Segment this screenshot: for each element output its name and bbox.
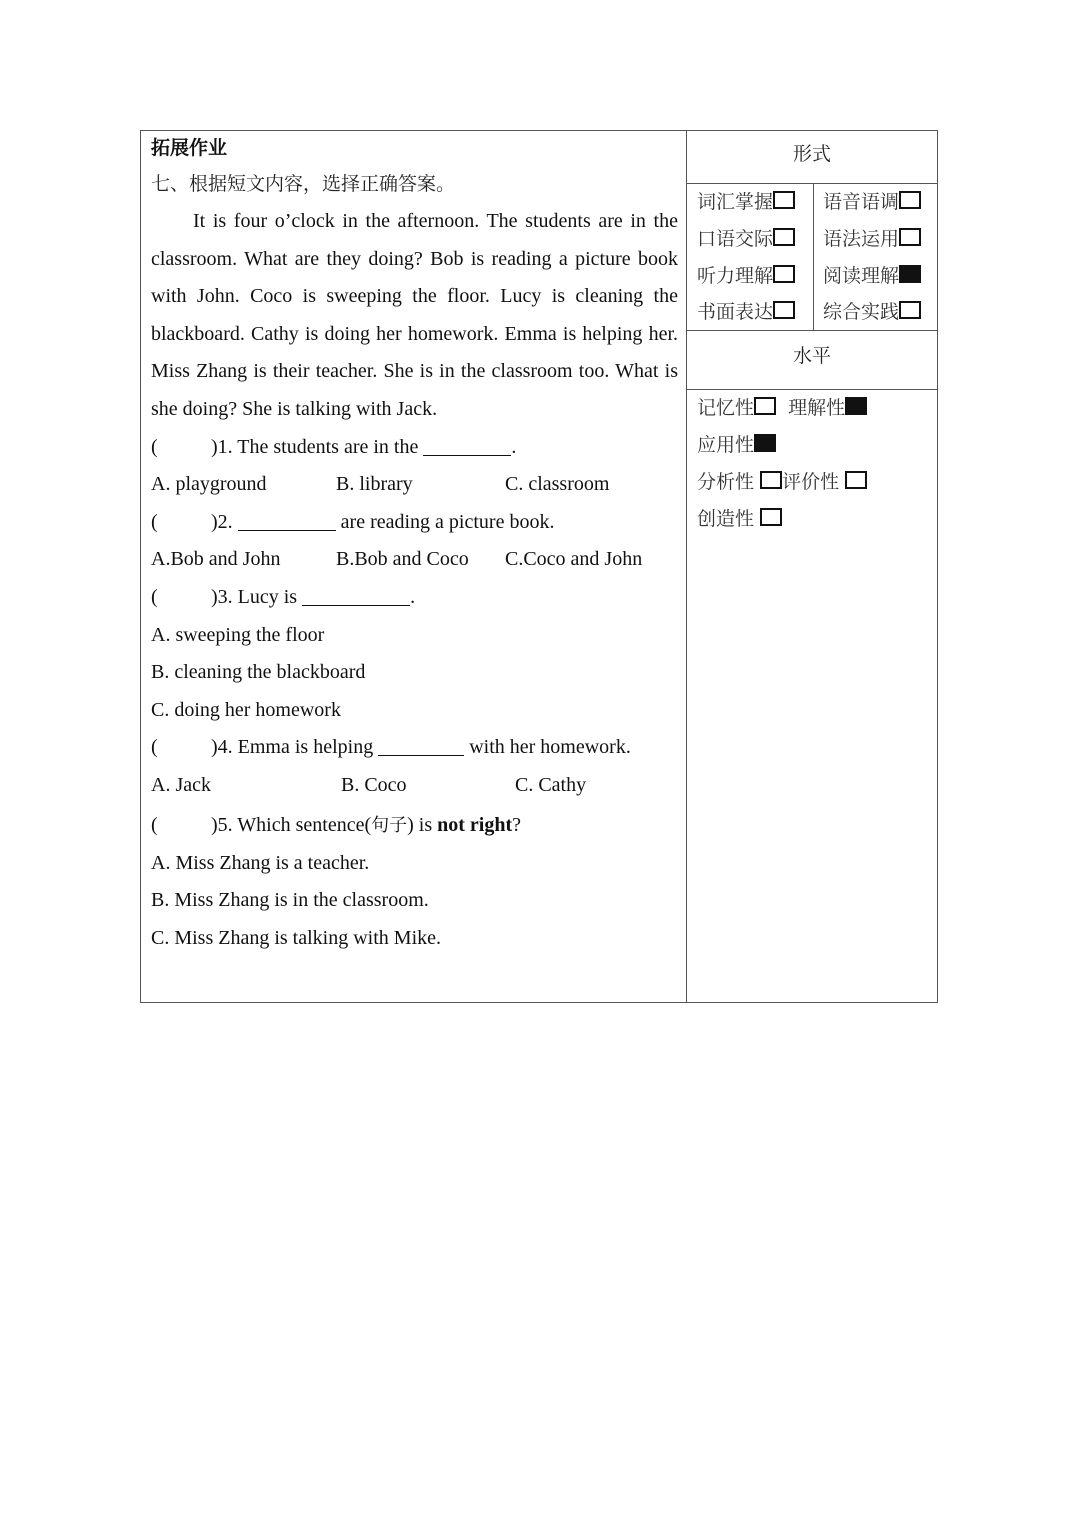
answer-blank[interactable]	[238, 508, 336, 531]
worksheet-table	[140, 130, 938, 1003]
classification-column	[687, 131, 937, 1002]
question-2-options	[151, 541, 678, 579]
level-header: 水平	[687, 331, 937, 390]
instruction: 七、根据短文内容，选择正确答案。	[151, 173, 456, 195]
question-2: ( )2. are reading a picture book.	[151, 504, 678, 542]
checkbox-icon[interactable]	[899, 191, 921, 209]
answer-paren[interactable]: (	[151, 435, 158, 458]
form-item[interactable]: 语音语调	[823, 184, 921, 221]
form-item[interactable]: 书面表达	[697, 294, 795, 331]
question-1: ( )1. The students are in the .	[151, 429, 678, 467]
answer-paren[interactable]: (	[151, 510, 158, 533]
option[interactable]: A.Bob and John	[151, 548, 281, 571]
option[interactable]: B.Bob and Coco	[336, 548, 469, 571]
option[interactable]: C. doing her homework	[151, 698, 341, 721]
checkbox-checked-icon[interactable]	[754, 434, 776, 452]
checkbox-icon[interactable]	[773, 191, 795, 209]
answer-paren[interactable]: (	[151, 736, 158, 759]
option[interactable]: A. Miss Zhang is a teacher.	[151, 851, 370, 874]
checkbox-icon[interactable]	[760, 508, 782, 526]
level-row: 创造性	[697, 501, 782, 538]
checkbox-icon[interactable]	[773, 301, 795, 319]
answer-paren[interactable]: (	[151, 813, 158, 836]
answer-blank[interactable]	[423, 433, 511, 456]
form-item[interactable]: 听力理解	[697, 258, 795, 295]
section-title: 拓展作业	[151, 137, 228, 159]
exercise-column	[141, 131, 687, 1002]
checkbox-icon[interactable]	[773, 228, 795, 246]
option[interactable]: B. Miss Zhang is in the classroom.	[151, 889, 429, 912]
form-item[interactable]: 语法运用	[823, 221, 921, 258]
question-5: ( )5. Which sentence(句子) is not right?	[151, 805, 678, 845]
option[interactable]: C. Miss Zhang is talking with Mike.	[151, 926, 441, 949]
answer-blank[interactable]	[302, 583, 410, 606]
question-1-options	[151, 466, 678, 504]
option[interactable]: A. sweeping the floor	[151, 623, 325, 646]
option[interactable]: C. classroom	[505, 473, 610, 496]
option[interactable]: A. playground	[151, 473, 267, 496]
checkbox-icon[interactable]	[899, 301, 921, 319]
checkbox-icon[interactable]	[760, 471, 782, 489]
reading-passage: It is four o’clock in the afternoon. The students are in the classroom. What are they doing? Bob is reading a picture book with John. Coco is sweeping the floor. Lucy is cleaning the blackboard. Cathy is doing her homework. Emma is helping her. Miss Zhang is their teacher. She is in the classroom too. What is she doing? She is talking with Jack.	[151, 210, 678, 420]
checkbox-checked-icon[interactable]	[899, 265, 921, 283]
level-row: 应用性	[697, 427, 776, 464]
form-grid	[687, 184, 937, 331]
form-item[interactable]: 词汇掌握	[697, 184, 795, 221]
form-item[interactable]: 阅读理解	[823, 258, 921, 295]
checkbox-icon[interactable]	[773, 265, 795, 283]
option[interactable]: B. Coco	[341, 773, 407, 796]
checkbox-icon[interactable]	[845, 471, 867, 489]
option[interactable]: B. library	[336, 473, 413, 496]
option[interactable]: C. Cathy	[515, 773, 587, 796]
question-3: ( )3. Lucy is .	[151, 579, 678, 617]
form-item[interactable]: 口语交际	[697, 221, 795, 258]
form-header: 形式	[687, 131, 937, 184]
question-4-options	[151, 767, 678, 805]
level-row: 记忆性 理解性	[697, 390, 867, 427]
form-item[interactable]: 综合实践	[823, 294, 921, 331]
option[interactable]: A. Jack	[151, 773, 211, 796]
answer-paren[interactable]: (	[151, 585, 158, 608]
checkbox-icon[interactable]	[899, 228, 921, 246]
option[interactable]: C.Coco and John	[505, 548, 643, 571]
option[interactable]: B. cleaning the blackboard	[151, 661, 366, 684]
answer-blank[interactable]	[378, 733, 464, 756]
question-4: ( )4. Emma is helping with her homework.	[151, 729, 678, 767]
checkbox-icon[interactable]	[754, 397, 776, 415]
checkbox-checked-icon[interactable]	[845, 397, 867, 415]
level-row: 分析性 评价性	[697, 464, 867, 501]
